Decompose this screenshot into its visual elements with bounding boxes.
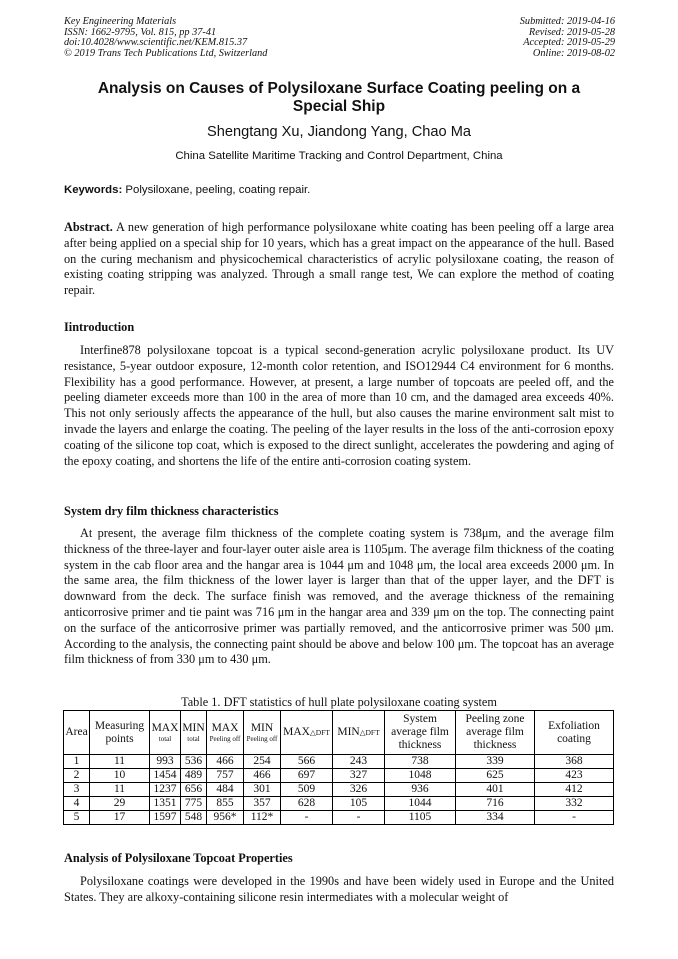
intro-paragraph: Interfine878 polysiloxane topcoat is a typical second-generation acrylic polysiloxane product. Its UV resistance, 5-year outdoor exposure, 12-month color retention, and ISO12944 C4 environment for 6 months. Flexibility has a good performance. However, at present, a large number of topcoats are peeled off, and the peeling diameter exceeds more than 100 in the area of more than 10 cm, and the damaged area exceeds 40%. This not only seriously affects the appearance of the hull, but also causes the marine environment salt mist to invade the layers and enlarge the coating. The peeling of the layer results in the loss of the anti-corrosion epoxy coating of the silicone top coat, which is exposed to the direct sunlight, accelerates the powdering and aging of the epoxy coating, and shortens the life of the entire anti-corrosion coating system. [64,343,614,468]
intro-heading: Iintroduction [64,320,135,334]
table-cell: 11 [90,755,150,769]
col-min-peeling: MIN Peeling off [244,711,281,755]
table-cell: 368 [535,755,614,769]
abstract-text: A new generation of high performance polysiloxane white coating has been peeling off a large area after being applied on a special ship for 10 years, which has a great impact on the appearance of the hull. Based on the curing mechanism and physicochemical characteristics of acrylic polysiloxane coating, the reason of existing coating stripping was analyzed. Through a small range test, We can explore the method of coating repair. [64,220,614,298]
table-cell: - [281,811,333,825]
keywords-text: Polysiloxane, peeling, coating repair. [125,184,311,196]
table-cell: 326 [333,783,385,797]
table-cell: 628 [281,797,333,811]
table-cell: - [535,811,614,825]
table-cell: 536 [181,755,207,769]
table-cell: 357 [244,797,281,811]
journal-info [64,17,267,59]
affiliation: China Satellite Maritime Tracking and Control Department, China [175,150,503,162]
analysis-heading: Analysis of Polysiloxane Topcoat Properties [64,851,293,865]
dft-table [63,710,614,825]
table-cell: 738 [385,755,456,769]
table-row [64,783,614,797]
table-cell: 466 [207,755,244,769]
online-date: Online: 2019-08-02 [532,47,615,59]
journal-name: Key Engineering Materials [64,16,177,27]
table-cell: 2 [64,769,90,783]
table-cell: 401 [456,783,535,797]
col-max-peeling: MAX Peeling off [207,711,244,755]
table-cell: 625 [456,769,535,783]
table-cell: 17 [90,811,150,825]
table-header-row [64,711,614,755]
table-cell: 29 [90,797,150,811]
table-cell: - [333,811,385,825]
col-area: Area [64,711,90,755]
table-cell: 3 [64,783,90,797]
keywords-label: Keywords: [64,184,123,196]
table-cell: 956* [207,811,244,825]
table-cell: 243 [333,755,385,769]
col-max-total: MAX total [150,711,181,755]
revised-date: Revised: 2019-05-28 [528,26,615,38]
table-cell: 339 [456,755,535,769]
copyright-line: © 2019 Trans Tech Publications Ltd, Switzerland [64,47,268,59]
publication-dates [520,17,615,59]
table-cell: 993 [150,755,181,769]
table-cell: 716 [456,797,535,811]
table-cell: 4 [64,797,90,811]
col-system-average: System average film thickness [385,711,456,755]
table-cell: 1105 [385,811,456,825]
accepted-date: Accepted: 2019-05-29 [523,37,615,48]
keywords [64,184,310,196]
doi-line: doi:10.4028/www.scientific.net/KEM.815.37 [64,37,248,48]
table-cell: 1237 [150,783,181,797]
paper-title: Analysis on Causes of Polysiloxane Surface Coating peeling on a Special Ship [97,80,581,115]
table-row [64,811,614,825]
table-row [64,755,614,769]
issn-line: ISSN: 1662-9795, Vol. 815, pp 37-41 [64,26,217,38]
table-cell: 112* [244,811,281,825]
table-cell: 1597 [150,811,181,825]
table-cell: 855 [207,797,244,811]
table-cell: 548 [181,811,207,825]
table-cell: 5 [64,811,90,825]
table-cell: 466 [244,769,281,783]
table-cell: 775 [181,797,207,811]
abstract-label: Abstract. [64,220,113,234]
table-cell: 484 [207,783,244,797]
submitted-date: Submitted: 2019-04-16 [519,16,615,27]
table-cell: 105 [333,797,385,811]
table-cell: 254 [244,755,281,769]
authors: Shengtang Xu, Jiandong Yang, Chao Ma [207,124,471,140]
col-measuring-points: Measuring points [90,711,150,755]
table-cell: 566 [281,755,333,769]
table-cell: 489 [181,769,207,783]
table-cell: 10 [90,769,150,783]
col-min-dft: MIN△DFT [333,711,385,755]
col-exfoliation: Exfoliation coating [535,711,614,755]
table-cell: 936 [385,783,456,797]
table-cell: 1048 [385,769,456,783]
table-cell: 1044 [385,797,456,811]
table-cell: 412 [535,783,614,797]
table-cell: 1351 [150,797,181,811]
table-row [64,797,614,811]
table-cell: 757 [207,769,244,783]
table-cell: 11 [90,783,150,797]
table-cell: 301 [244,783,281,797]
table-cell: 1 [64,755,90,769]
dft-heading: System dry film thickness characteristics [64,504,279,518]
abstract [64,220,614,299]
col-max-dft: MAX△DFT [281,711,333,755]
table-cell: 327 [333,769,385,783]
col-min-total: MIN total [181,711,207,755]
table-cell: 334 [456,811,535,825]
table-cell: 656 [181,783,207,797]
table-cell: 509 [281,783,333,797]
analysis-paragraph: Polysiloxane coatings were developed in the 1990s and have been widely used in Europe and the United States. They are alkoxy-containing silicone resin intermediates with a molecular weight of [64,874,614,904]
col-peeling-average: Peeling zone average film thickness [456,711,535,755]
table-cell: 697 [281,769,333,783]
table-cell: 1454 [150,769,181,783]
table-cell: 332 [535,797,614,811]
table-caption: Table 1. DFT statistics of hull plate polysiloxane coating system [181,695,497,709]
table-cell: 423 [535,769,614,783]
dft-paragraph: At present, the average film thickness of the complete coating system is 738μm, and the average film thickness of the three-layer and four-layer outer aisle area is 1105μm. The average film thickness of the coating system in the cab floor area and the hangar area is 1044 μm and 1048 μm, the local area exceeds 2000 μm. In the same area, the film thickness of the lower layer is larger than that of the upper layer, and the DFT is downward from the deck. The surface finish was removed, and the average thickness of the remaining anticorrosive primer and tie paint was 716 μm in the hangar area and 339 μm on the top. The connecting paint on the surface of the anticorrosive primer was partially removed, and the anticorrosive primer was 500 μm. According to the analysis, the connecting paint should be above and below 100 μm. The topcoat has an average film thickness of from 330 μm to 430 μm. [64,526,614,667]
table-row [64,769,614,783]
